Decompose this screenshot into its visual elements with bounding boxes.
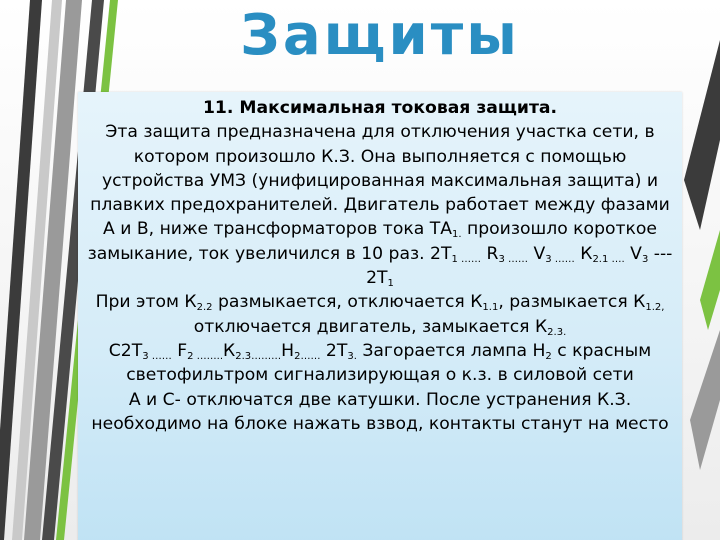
subscript: 2.3. [547,326,567,338]
text-run: , размыкается К [498,292,646,313]
text-run: Н [281,340,295,361]
subscript: 2.1 …. [592,253,625,265]
subscript: 2.3……… [235,350,282,362]
subscript: 3. [347,350,357,362]
text-run: К [223,340,236,361]
text-run: с красным светофильтром сигнализирующая о к.з. в силовой сети [126,340,652,386]
subscript: 3 [641,253,649,265]
text-run: F [171,340,188,361]
text-run: --- 2Т [366,243,673,289]
subscript: 3 …… [142,350,172,362]
text-run: 2Т [320,340,348,361]
subscript: 2…… [294,350,321,362]
subscript: 1. [451,229,462,241]
paragraph-description [86,120,674,290]
subscript: 3 …… [498,253,528,265]
paragraph-reset: А и С- отключатся две катушки. После устранения К.З. необходимо на блоке нажать взвод, контакты станут на место [91,389,669,434]
text-run: С2Т [108,340,143,361]
text-run: размыкается, отключается К [212,292,483,313]
subscript: 2.2 [196,302,213,314]
subscript: 2 [545,350,552,362]
text-run: произошло короткое замыкание, ток увеличился в 10 раз. 2Т [87,219,657,264]
text-run: Загорается лампа Н [356,340,546,361]
subscript: 2 …….. [187,350,224,362]
stripe-green-right [700,230,720,330]
subscript: 1 …… [451,253,482,265]
stripe-gray-right [690,330,720,470]
text-run: отключается двигатель, замыкается К [193,316,548,337]
subscript: 1.2, [645,302,665,314]
text-run: R [481,243,499,264]
subscript: 1.1 [482,302,499,314]
content-text [78,92,682,436]
text-run: При этом К [95,292,197,313]
subscript: 1 [387,278,394,290]
paragraph-signal [86,339,674,388]
section-heading: 11. Максимальная токовая защита. [202,98,558,118]
text-run: V [527,243,546,264]
text-run: К [574,243,593,264]
text-run: Эта защита предназначена для отключения участка сети, в котором произошло К.З. Она выполняется с помощью устройства УМЗ (унифицированная максимальная защита) и плавких предохранителей. Двигатель работает между фазами А и В, ниже трансформаторов тока ТА [90,122,670,240]
paragraph-switching [86,290,674,339]
text-run: V [624,243,642,264]
slide-title: Защиты [240,3,520,68]
subscript: 3 …… [545,253,575,265]
content-box [78,92,682,540]
